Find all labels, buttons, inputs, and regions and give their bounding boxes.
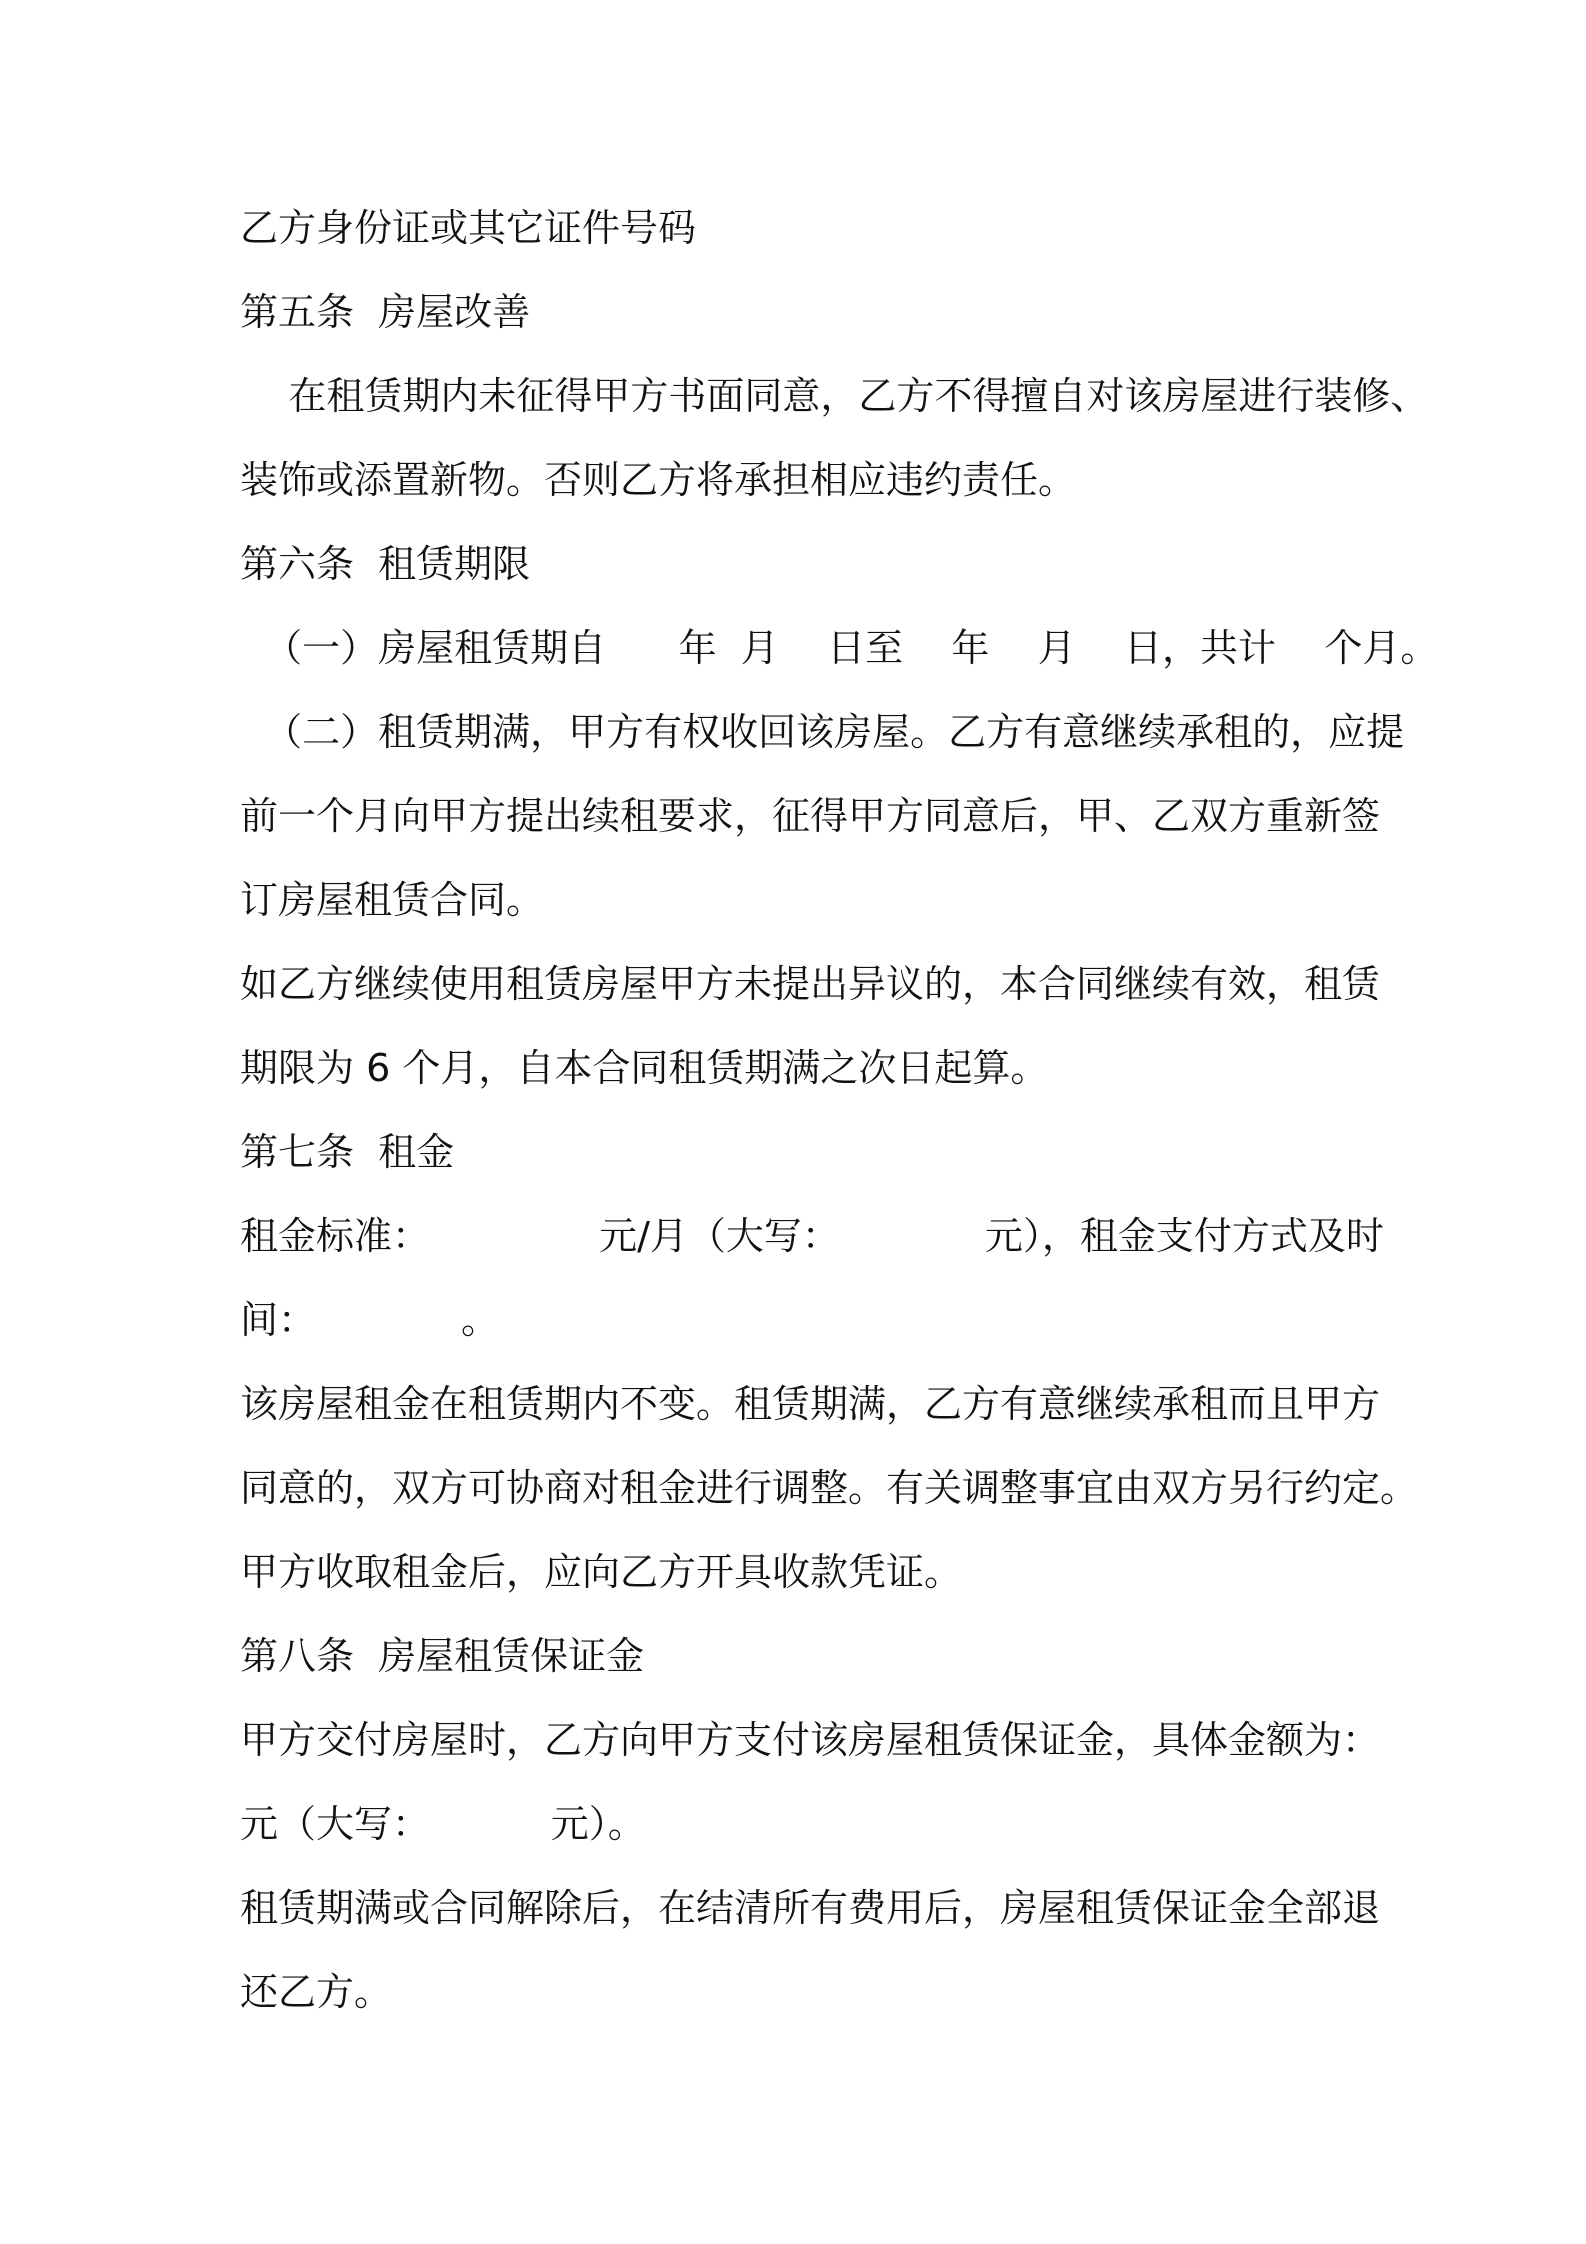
article-6-clause-2-line-1: （二）租赁期满，甲方有权收回该房屋。乙方有意继续承租的，应提: [240, 710, 1405, 754]
article-6-clause-2-line-3: 订房屋租赁合同。: [240, 878, 545, 922]
article-6-continuation-line-2: 期限为 6 个月，自本合同租赁期满之次日起算。: [240, 1046, 1049, 1090]
article-5-paragraph-line-2: 装饰或添置新物。否则乙方将承担相应违约责任。: [240, 458, 1077, 502]
article-8-refund-line-2: 还乙方。: [240, 1970, 393, 2014]
article-6-clause-2-line-2: 前一个月向甲方提出续租要求，征得甲方同意后，甲、乙双方重新签: [240, 794, 1381, 838]
article-8-deposit-line-2: 元（大写： 元）。: [240, 1802, 646, 1846]
article-8-refund-line-1: 租赁期满或合同解除后，在结清所有费用后，房屋租赁保证金全部退: [240, 1886, 1381, 1930]
article-8-heading: 第八条 房屋租赁保证金: [240, 1634, 645, 1678]
article-7-paragraph-line-1: 该房屋租金在租赁期内不变。租赁期满，乙方有意继续承租而且甲方: [240, 1382, 1381, 1426]
article-6-heading: 第六条 租赁期限: [240, 542, 531, 586]
article-7-paragraph-line-2: 同意的，双方可协商对租金进行调整。有关调整事宜由双方另行约定。: [240, 1466, 1419, 1510]
article-7-receipt-line: 甲方收取租金后，应向乙方开具收款凭证。: [240, 1550, 963, 1594]
article-8-deposit-line-1: 甲方交付房屋时，乙方向甲方支付该房屋租赁保证金，具体金额为：: [240, 1718, 1381, 1762]
article-6-clause-1: （一）房屋租赁期自 年 月 日至 年 月 日，共计 个月。: [240, 626, 1439, 670]
article-7-rent-standard-line-1: 租金标准： 元/月（大写： 元），租金支付方式及时: [240, 1214, 1384, 1258]
article-6-continuation-line-1: 如乙方继续使用租赁房屋甲方未提出异议的，本合同继续有效，租赁: [240, 962, 1381, 1006]
id-number-line: 乙方身份证或其它证件号码: [240, 206, 697, 250]
article-5-heading: 第五条 房屋改善: [240, 290, 531, 334]
article-7-rent-standard-line-2: 间： 。: [240, 1298, 499, 1342]
article-7-heading: 第七条 租金: [240, 1130, 455, 1174]
article-5-paragraph-line-1: 在租赁期内未征得甲方书面同意，乙方不得擅自对该房屋进行装修、: [240, 374, 1429, 418]
